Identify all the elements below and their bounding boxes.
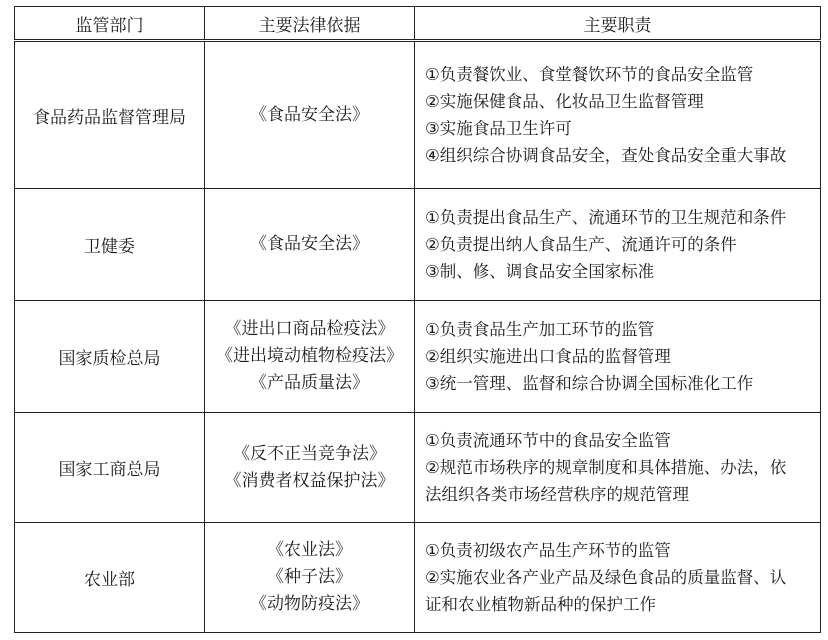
duty-item: ②规范市场秩序的规章制度和具体措施、办法，依	[425, 458, 787, 477]
laws-cell	[205, 413, 415, 523]
law-item: 《食品安全法》	[250, 104, 369, 125]
duty-item-continuation: 法组织各类市场经营秩序的规范管理	[425, 485, 689, 504]
laws-cell	[205, 523, 415, 633]
table-row	[15, 301, 821, 413]
department-cell: 农业部	[15, 523, 205, 633]
law-item: 《反不正当竞争法》	[233, 443, 386, 464]
table-header	[15, 7, 821, 41]
laws-cell	[205, 189, 415, 301]
header-legal-basis: 主要法律依据	[205, 7, 415, 41]
duty-item: ①负责提出食品生产、流通环节的卫生规范和条件	[425, 208, 787, 227]
duties-cell	[415, 41, 821, 189]
law-item: 《进出境动植物检疫法》	[216, 346, 403, 366]
duty-item: ②组织实施进出口食品的监督管理	[425, 347, 671, 366]
duty-item: ③统一管理、监督和综合协调全国标准化工作	[425, 374, 754, 393]
duty-item: ②实施农业各产业产品及绿色食品的质量监督、认	[425, 568, 787, 587]
header-duties: 主要职责	[415, 7, 821, 41]
duty-item: ③制、修、调食品安全国家标准	[425, 262, 655, 281]
table-row	[15, 189, 821, 301]
header-row	[15, 7, 821, 41]
table-row	[15, 41, 821, 189]
law-item: 《消费者权益保护法》	[224, 470, 395, 491]
duties-cell	[415, 189, 821, 301]
duty-item: ①负责初级农产品生产环节的监管	[425, 541, 671, 560]
duties-cell	[415, 523, 821, 633]
table-row	[15, 523, 821, 633]
department-cell: 卫健委	[15, 189, 205, 301]
law-item: 《种子法》	[267, 567, 352, 587]
duties-cell	[415, 413, 821, 523]
table-row	[15, 413, 821, 523]
duty-item: ②实施保健食品、化妆品卫生监督管理	[425, 92, 704, 111]
duty-item: ④组织综合协调食品安全，查处食品安全重大事故	[425, 146, 787, 165]
department-cell: 国家质检总局	[15, 301, 205, 413]
regulatory-table	[14, 6, 821, 633]
table-body	[15, 41, 821, 633]
laws-cell	[205, 301, 415, 413]
duty-item: ①负责流通环节中的食品安全监管	[425, 431, 671, 450]
law-item: 《动物防疫法》	[250, 594, 369, 614]
laws-cell	[205, 41, 415, 189]
header-department: 监管部门	[15, 7, 205, 41]
law-item: 《食品安全法》	[250, 234, 369, 254]
duty-item: ②负责提出纳人食品生产、流通许可的条件	[425, 235, 737, 254]
duty-item: ③实施食品卫生许可	[425, 119, 572, 138]
department-cell: 食品药品监督管理局	[15, 41, 205, 189]
duty-item: ①负责食品生产加工环节的监管	[425, 320, 655, 339]
duty-item-continuation: 证和农业植物新品种的保护工作	[425, 595, 656, 614]
law-item: 《进出口商品检疫法》	[224, 319, 395, 339]
department-cell: 国家工商总局	[15, 413, 205, 523]
law-item: 《农业法》	[267, 540, 352, 560]
duties-cell	[415, 301, 821, 413]
law-item: 《产品质量法》	[250, 373, 369, 393]
duty-item: ①负责餐饮业、食堂餐饮环节的食品安全监管	[425, 65, 754, 84]
